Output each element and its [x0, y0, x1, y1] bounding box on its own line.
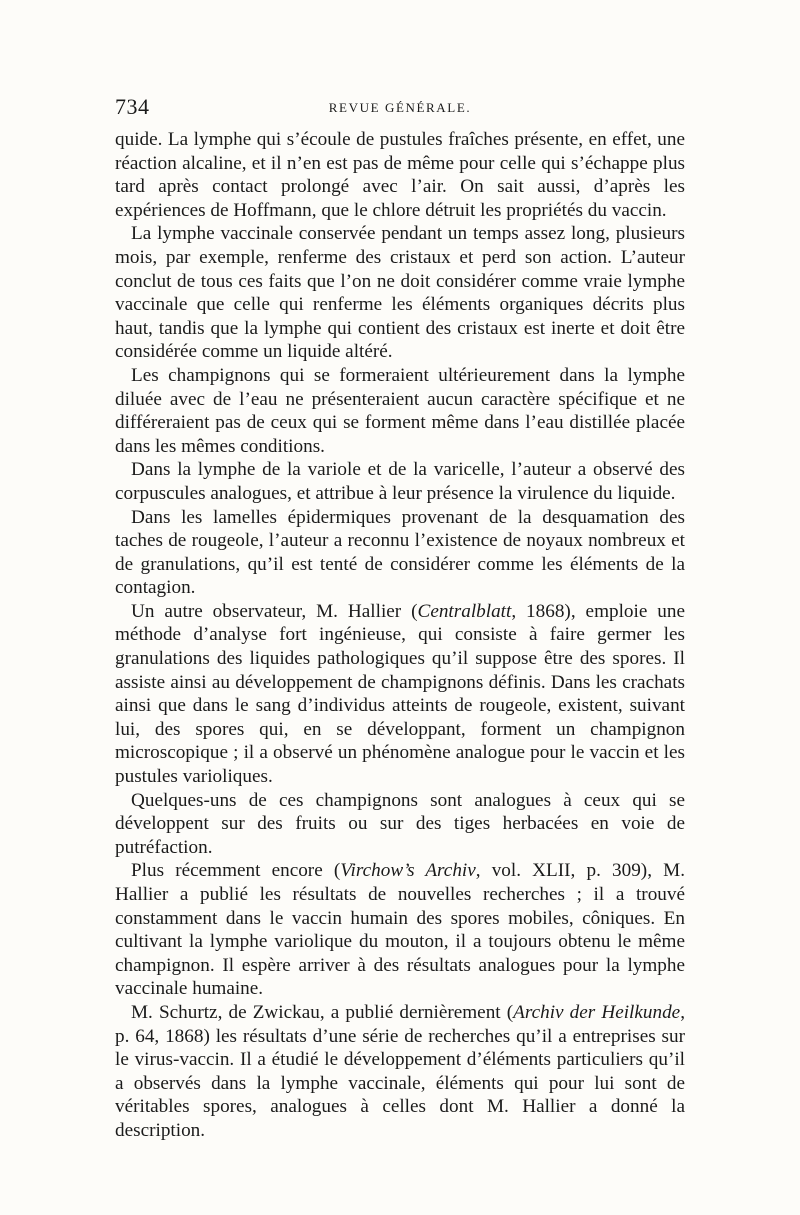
body-text: [115, 128, 685, 1143]
text-run: Dans les lamelles épidermiques provenant de la desquamation des taches de rougeole, l’auteur a reconnu l’existence de noyaux nombreux et de granulations, qu’il est tenté de considérer comme les éléments de la contagion.: [115, 506, 685, 599]
paragraph: [115, 364, 685, 458]
text-run: , vol. XLII, p. 309), M. Hallier a publié les résultats de nouvelles recherches ; il a trouvé constamment dans le vaccin humain des spores mobiles, côniques. En cultivant la lymphe variolique du mouton, il a toujours obtenu le même champignon. Il espère arriver à des résultats analogues pour la lymphe vaccinale humaine.: [115, 860, 685, 1000]
italic-citation: Virchow’s Archiv: [340, 860, 476, 882]
text-run: La lymphe vaccinale conservée pendant un temps assez long, plusieurs mois, par exemple, renferme des cristaux et perd son action. L’auteur conclut de tous ces faits que l’on ne doit considérer comme vraie lymphe vaccinale que celle qui renferme les éléments organiques décrits plus haut, tandis que la lymphe qui contient des cristaux est inerte et doit être considérée comme un liquide altéré.: [115, 223, 685, 363]
paragraph: [115, 222, 685, 364]
paragraph: [115, 128, 685, 222]
paragraph: [115, 859, 685, 1001]
text-run: , p. 64, 1868) les résultats d’une série de recherches qu’il a entreprises sur le virus-vaccin. Il a étudié le développement d’éléments particuliers qu’il a observés dans la lymphe vaccinale, éléments qui pour lui sont de véritables spores, analogues à celles dont M. Hallier a donné la description.: [115, 1001, 685, 1141]
paragraph: [115, 789, 685, 860]
text-run: Plus récemment encore (: [131, 860, 341, 882]
page-number: 734: [115, 94, 150, 119]
book-page: [115, 94, 685, 1143]
text-run: M. Schurtz, de Zwickau, a publié dernièrement (: [131, 1001, 514, 1023]
italic-citation: Archiv der Heilkunde: [513, 1001, 681, 1023]
running-head: [115, 94, 685, 124]
text-run: Quelques-uns de ces champignons sont analogues à ceux qui se développent sur des fruits ou sur des tiges herbacées en voie de putréfaction.: [115, 789, 685, 858]
text-run: Un autre observateur, M. Hallier (: [131, 600, 418, 622]
paragraph: [115, 506, 685, 600]
paragraph: [115, 1001, 685, 1143]
text-run: Dans la lymphe de la variole et de la varicelle, l’auteur a observé des corpuscules analogues, et attribue à leur présence la virulence du liquide.: [115, 459, 685, 504]
paragraph: [115, 600, 685, 789]
running-title: REVUE GÉNÉRALE.: [328, 100, 472, 115]
text-run: quide. La lymphe qui s’écoule de pustules fraîches présente, en effet, une réaction alcaline, et il n’en est pas de même pour celle qui s’échappe plus tard après contact prolongé avec l’air. On sait aussi, d’après les expériences de Hoffmann, que le chlore détruit les propriétés du vaccin.: [115, 129, 685, 221]
text-run: Les champignons qui se formeraient ultérieurement dans la lymphe diluée avec de l’eau ne présenteraient aucun caractère spécifique et ne différeraient pas de ceux qui se forment même dans l’eau distillée placée dans les mêmes conditions.: [115, 364, 685, 457]
text-run: , 1868), emploie une méthode d’analyse fort ingénieuse, qui consiste à faire germer les granulations des liquides pathologiques qu’il suppose être des spores. Il assiste ainsi au développement de champignons définis. Dans les crachats ainsi que dans le sang d’individus atteints de rougeole, existent, suivant lui, des spores qui, en se développant, forment un champignon microscopique ; il a observé un phénomène analogue pour le vaccin et les pustules varioliques.: [115, 600, 685, 788]
italic-citation: Centralblatt: [417, 600, 512, 622]
paragraph: [115, 458, 685, 505]
